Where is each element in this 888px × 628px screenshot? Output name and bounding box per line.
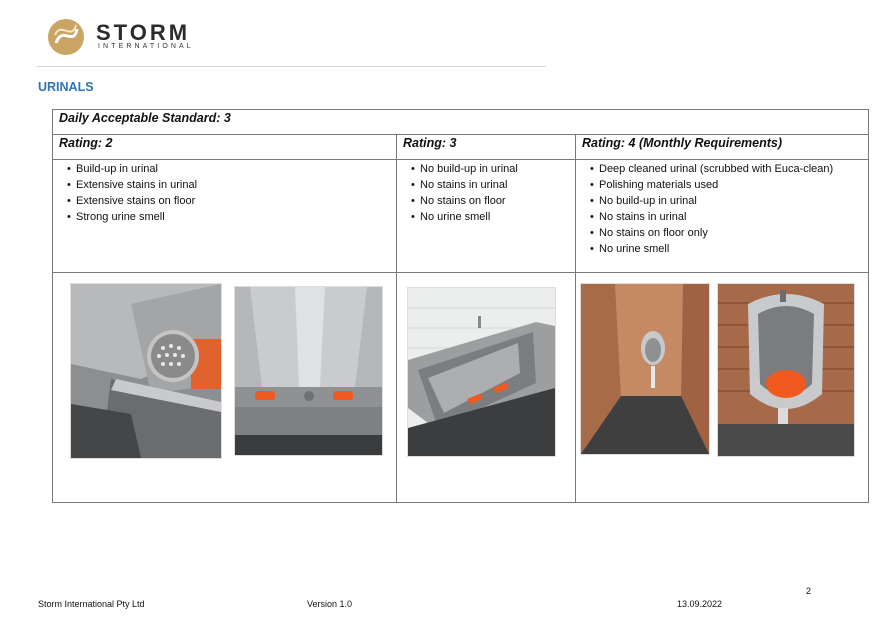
list-item: • No build-up in urinal xyxy=(590,193,868,209)
rating-3-heading: Rating: 3 xyxy=(397,135,576,160)
list-item: • No stains on floor only xyxy=(590,225,868,241)
list-item: • Extensive stains in urinal xyxy=(67,177,396,193)
brand-subtitle: INTERNATIONAL xyxy=(98,43,194,50)
list-item: • No stains in urinal xyxy=(590,209,868,225)
header-divider xyxy=(36,66,546,67)
list-item: • No urine smell xyxy=(411,209,575,225)
rating-2-heading: Rating: 2 xyxy=(53,135,397,160)
dirty-urinal-drain-photo xyxy=(70,283,222,459)
section-title: URINALS xyxy=(38,80,94,94)
rating-3-criteria xyxy=(397,160,576,273)
list-item: • No stains on floor xyxy=(411,193,575,209)
polished-urinal-photo xyxy=(717,283,855,457)
rating-2-criteria xyxy=(53,160,397,273)
list-item: • No stains in urinal xyxy=(411,177,575,193)
brand-name: STORM xyxy=(96,20,191,45)
list-item: • Extensive stains on floor xyxy=(67,193,396,209)
daily-standard-label: Daily Acceptable Standard: 3 xyxy=(53,110,869,135)
list-item: • Build-up in urinal xyxy=(67,161,396,177)
rating-4-criteria xyxy=(576,160,869,273)
clean-trough-urinal-photo xyxy=(407,287,556,457)
rating-4-heading: Rating: 4 (Monthly Requirements) xyxy=(576,135,869,160)
list-item: • Deep cleaned urinal (scrubbed with Euca-clean) xyxy=(590,161,868,177)
footer-date: 13.09.2022 xyxy=(677,599,723,609)
list-item: • Polishing materials used xyxy=(590,177,868,193)
list-item: • No urine smell xyxy=(590,241,868,257)
footer-company: Storm International Pty Ltd xyxy=(38,599,145,609)
page-number: 2 xyxy=(806,586,812,596)
list-item: • No build-up in urinal xyxy=(411,161,575,177)
footer-version: Version 1.0 xyxy=(307,599,353,609)
list-item: • Strong urine smell xyxy=(67,209,396,225)
trough-urinal-photo xyxy=(234,286,383,456)
brick-wall-urinal-photo xyxy=(580,283,710,455)
